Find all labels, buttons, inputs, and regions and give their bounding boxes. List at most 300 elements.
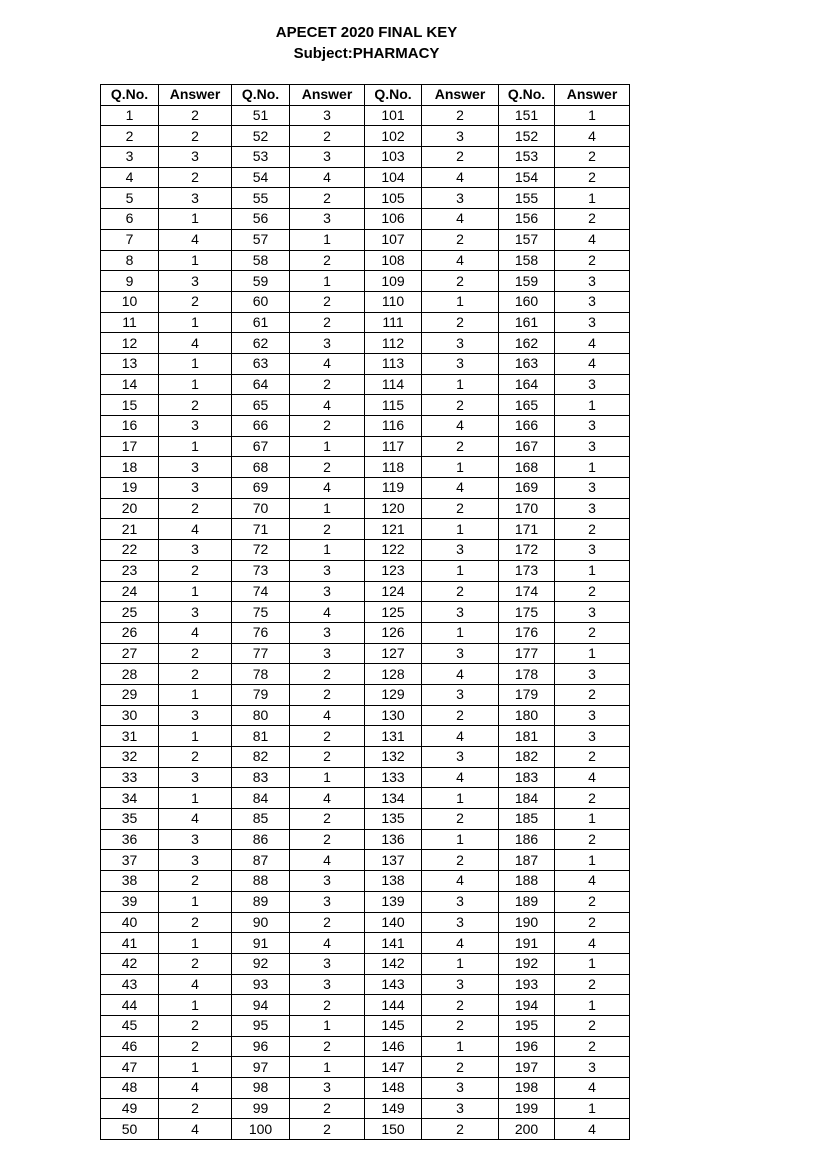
question-number-cell: 179 xyxy=(499,684,555,705)
answer-cell: 1 xyxy=(555,953,630,974)
answer-cell: 2 xyxy=(555,167,630,188)
table-row xyxy=(101,912,630,933)
question-number-cell: 12 xyxy=(101,333,159,354)
question-number-cell: 146 xyxy=(365,1036,422,1057)
answer-cell: 1 xyxy=(159,436,232,457)
question-number-cell: 106 xyxy=(365,209,422,230)
answer-cell: 1 xyxy=(290,229,365,250)
answer-cell: 3 xyxy=(555,498,630,519)
answer-cell: 1 xyxy=(159,933,232,954)
question-number-cell: 15 xyxy=(101,395,159,416)
table-row xyxy=(101,705,630,726)
answer-cell: 1 xyxy=(290,498,365,519)
question-number-cell: 24 xyxy=(101,581,159,602)
answer-cell: 2 xyxy=(555,581,630,602)
table-header-row xyxy=(101,85,630,106)
answer-cell: 4 xyxy=(422,250,499,271)
answer-cell: 4 xyxy=(159,974,232,995)
answer-cell: 2 xyxy=(555,622,630,643)
answer-cell: 3 xyxy=(290,974,365,995)
answer-cell: 2 xyxy=(422,1057,499,1078)
answer-cell: 2 xyxy=(159,126,232,147)
question-number-cell: 144 xyxy=(365,995,422,1016)
answer-cell: 2 xyxy=(555,891,630,912)
question-number-cell: 80 xyxy=(232,705,290,726)
question-number-cell: 111 xyxy=(365,312,422,333)
question-number-cell: 165 xyxy=(499,395,555,416)
question-number-cell: 93 xyxy=(232,974,290,995)
question-number-cell: 193 xyxy=(499,974,555,995)
answer-cell: 2 xyxy=(422,995,499,1016)
answer-cell: 1 xyxy=(555,560,630,581)
answer-cell: 2 xyxy=(159,747,232,768)
answer-cell: 2 xyxy=(422,809,499,830)
question-number-cell: 113 xyxy=(365,353,422,374)
question-number-cell: 67 xyxy=(232,436,290,457)
answer-cell: 3 xyxy=(422,643,499,664)
question-number-cell: 195 xyxy=(499,1015,555,1036)
question-number-cell: 34 xyxy=(101,788,159,809)
question-number-cell: 149 xyxy=(365,1098,422,1119)
answer-cell: 2 xyxy=(422,147,499,168)
question-number-cell: 92 xyxy=(232,953,290,974)
question-number-cell: 109 xyxy=(365,271,422,292)
answer-cell: 2 xyxy=(290,312,365,333)
answer-cell: 1 xyxy=(422,374,499,395)
question-number-cell: 19 xyxy=(101,478,159,499)
question-number-cell: 194 xyxy=(499,995,555,1016)
question-number-cell: 129 xyxy=(365,684,422,705)
question-number-cell: 17 xyxy=(101,436,159,457)
question-number-cell: 135 xyxy=(365,809,422,830)
question-number-cell: 59 xyxy=(232,271,290,292)
question-number-cell: 69 xyxy=(232,478,290,499)
question-number-cell: 110 xyxy=(365,291,422,312)
answer-cell: 2 xyxy=(555,912,630,933)
question-number-cell: 163 xyxy=(499,353,555,374)
question-number-cell: 25 xyxy=(101,602,159,623)
question-number-cell: 161 xyxy=(499,312,555,333)
answer-cell: 3 xyxy=(290,871,365,892)
table-row xyxy=(101,457,630,478)
question-number-cell: 182 xyxy=(499,747,555,768)
answer-cell: 3 xyxy=(159,705,232,726)
answer-cell: 4 xyxy=(290,850,365,871)
table-row xyxy=(101,498,630,519)
question-number-cell: 192 xyxy=(499,953,555,974)
question-number-cell: 101 xyxy=(365,105,422,126)
answer-cell: 1 xyxy=(159,684,232,705)
question-number-cell: 199 xyxy=(499,1098,555,1119)
answer-cell: 2 xyxy=(290,995,365,1016)
answer-cell: 2 xyxy=(555,684,630,705)
answer-cell: 4 xyxy=(422,416,499,437)
question-number-cell: 45 xyxy=(101,1015,159,1036)
answer-cell: 1 xyxy=(555,457,630,478)
answer-cell: 2 xyxy=(422,271,499,292)
question-number-cell: 85 xyxy=(232,809,290,830)
answer-key-table xyxy=(100,84,630,1140)
answer-cell: 4 xyxy=(555,353,630,374)
header-answer: Answer xyxy=(555,85,630,106)
answer-cell: 2 xyxy=(159,871,232,892)
answer-cell: 3 xyxy=(555,540,630,561)
answer-cell: 3 xyxy=(290,209,365,230)
answer-cell: 3 xyxy=(555,664,630,685)
question-number-cell: 47 xyxy=(101,1057,159,1078)
question-number-cell: 7 xyxy=(101,229,159,250)
question-number-cell: 75 xyxy=(232,602,290,623)
question-number-cell: 63 xyxy=(232,353,290,374)
question-number-cell: 128 xyxy=(365,664,422,685)
question-number-cell: 86 xyxy=(232,829,290,850)
table-row xyxy=(101,374,630,395)
answer-cell: 2 xyxy=(290,126,365,147)
answer-cell: 1 xyxy=(290,540,365,561)
question-number-cell: 121 xyxy=(365,519,422,540)
question-number-cell: 176 xyxy=(499,622,555,643)
question-number-cell: 200 xyxy=(499,1119,555,1140)
answer-cell: 3 xyxy=(290,581,365,602)
table-row xyxy=(101,105,630,126)
question-number-cell: 183 xyxy=(499,767,555,788)
answer-cell: 2 xyxy=(290,747,365,768)
table-row xyxy=(101,747,630,768)
question-number-cell: 99 xyxy=(232,1098,290,1119)
answer-cell: 2 xyxy=(422,105,499,126)
answer-cell: 4 xyxy=(159,1119,232,1140)
answer-cell: 4 xyxy=(422,726,499,747)
table-row xyxy=(101,684,630,705)
table-row xyxy=(101,767,630,788)
question-number-cell: 160 xyxy=(499,291,555,312)
answer-cell: 1 xyxy=(555,395,630,416)
table-row xyxy=(101,147,630,168)
question-number-cell: 28 xyxy=(101,664,159,685)
answer-cell: 4 xyxy=(555,333,630,354)
question-number-cell: 123 xyxy=(365,560,422,581)
table-row xyxy=(101,602,630,623)
answer-cell: 2 xyxy=(422,436,499,457)
question-number-cell: 171 xyxy=(499,519,555,540)
question-number-cell: 27 xyxy=(101,643,159,664)
answer-cell: 2 xyxy=(290,1036,365,1057)
question-number-cell: 2 xyxy=(101,126,159,147)
question-number-cell: 57 xyxy=(232,229,290,250)
answer-cell: 2 xyxy=(555,519,630,540)
question-number-cell: 8 xyxy=(101,250,159,271)
question-number-cell: 14 xyxy=(101,374,159,395)
answer-cell: 1 xyxy=(422,457,499,478)
answer-cell: 4 xyxy=(159,333,232,354)
answer-cell: 4 xyxy=(555,871,630,892)
question-number-cell: 52 xyxy=(232,126,290,147)
question-number-cell: 153 xyxy=(499,147,555,168)
question-number-cell: 189 xyxy=(499,891,555,912)
table-row xyxy=(101,850,630,871)
question-number-cell: 141 xyxy=(365,933,422,954)
answer-cell: 2 xyxy=(290,374,365,395)
question-number-cell: 51 xyxy=(232,105,290,126)
answer-cell: 2 xyxy=(422,581,499,602)
question-number-cell: 23 xyxy=(101,560,159,581)
answer-cell: 3 xyxy=(290,333,365,354)
question-number-cell: 180 xyxy=(499,705,555,726)
answer-cell: 2 xyxy=(290,291,365,312)
question-number-cell: 198 xyxy=(499,1078,555,1099)
answer-cell: 1 xyxy=(555,643,630,664)
answer-cell: 3 xyxy=(290,147,365,168)
question-number-cell: 131 xyxy=(365,726,422,747)
question-number-cell: 147 xyxy=(365,1057,422,1078)
table-row xyxy=(101,271,630,292)
answer-cell: 4 xyxy=(422,167,499,188)
answer-cell: 3 xyxy=(422,333,499,354)
answer-cell: 2 xyxy=(422,1015,499,1036)
question-number-cell: 140 xyxy=(365,912,422,933)
answer-cell: 1 xyxy=(290,767,365,788)
question-number-cell: 127 xyxy=(365,643,422,664)
answer-cell: 4 xyxy=(159,809,232,830)
answer-cell: 2 xyxy=(422,312,499,333)
answer-cell: 3 xyxy=(422,891,499,912)
answer-cell: 3 xyxy=(555,436,630,457)
question-number-cell: 114 xyxy=(365,374,422,395)
question-number-cell: 9 xyxy=(101,271,159,292)
table-row xyxy=(101,167,630,188)
answer-cell: 3 xyxy=(159,457,232,478)
answer-cell: 1 xyxy=(159,788,232,809)
question-number-cell: 122 xyxy=(365,540,422,561)
answer-cell: 3 xyxy=(422,126,499,147)
question-number-cell: 38 xyxy=(101,871,159,892)
question-number-cell: 29 xyxy=(101,684,159,705)
table-row xyxy=(101,188,630,209)
answer-cell: 4 xyxy=(422,933,499,954)
question-number-cell: 116 xyxy=(365,416,422,437)
question-number-cell: 74 xyxy=(232,581,290,602)
answer-cell: 1 xyxy=(555,105,630,126)
question-number-cell: 79 xyxy=(232,684,290,705)
table-row xyxy=(101,581,630,602)
answer-cell: 3 xyxy=(422,540,499,561)
question-number-cell: 84 xyxy=(232,788,290,809)
question-number-cell: 61 xyxy=(232,312,290,333)
answer-cell: 3 xyxy=(159,478,232,499)
answer-cell: 2 xyxy=(159,291,232,312)
table-row xyxy=(101,312,630,333)
question-number-cell: 62 xyxy=(232,333,290,354)
table-row xyxy=(101,933,630,954)
question-number-cell: 3 xyxy=(101,147,159,168)
table-row xyxy=(101,622,630,643)
answer-cell: 3 xyxy=(290,622,365,643)
question-number-cell: 94 xyxy=(232,995,290,1016)
answer-cell: 1 xyxy=(290,271,365,292)
table-row xyxy=(101,416,630,437)
answer-cell: 2 xyxy=(555,1015,630,1036)
question-number-cell: 142 xyxy=(365,953,422,974)
answer-cell: 2 xyxy=(290,188,365,209)
question-number-cell: 154 xyxy=(499,167,555,188)
question-number-cell: 56 xyxy=(232,209,290,230)
answer-cell: 4 xyxy=(290,705,365,726)
answer-cell: 3 xyxy=(159,829,232,850)
answer-cell: 4 xyxy=(422,664,499,685)
question-number-cell: 54 xyxy=(232,167,290,188)
answer-cell: 1 xyxy=(422,1036,499,1057)
answer-cell: 3 xyxy=(159,767,232,788)
table-row xyxy=(101,995,630,1016)
answer-cell: 2 xyxy=(290,829,365,850)
answer-cell: 3 xyxy=(159,540,232,561)
question-number-cell: 191 xyxy=(499,933,555,954)
answer-cell: 2 xyxy=(555,974,630,995)
question-number-cell: 151 xyxy=(499,105,555,126)
question-number-cell: 87 xyxy=(232,850,290,871)
question-number-cell: 148 xyxy=(365,1078,422,1099)
answer-cell: 1 xyxy=(159,250,232,271)
question-number-cell: 178 xyxy=(499,664,555,685)
question-number-cell: 155 xyxy=(499,188,555,209)
answer-cell: 2 xyxy=(555,747,630,768)
answer-cell: 1 xyxy=(159,1057,232,1078)
question-number-cell: 117 xyxy=(365,436,422,457)
answer-cell: 2 xyxy=(290,457,365,478)
question-number-cell: 105 xyxy=(365,188,422,209)
question-number-cell: 174 xyxy=(499,581,555,602)
question-number-cell: 177 xyxy=(499,643,555,664)
question-number-cell: 39 xyxy=(101,891,159,912)
answer-cell: 1 xyxy=(555,995,630,1016)
table-row xyxy=(101,126,630,147)
question-number-cell: 108 xyxy=(365,250,422,271)
answer-cell: 2 xyxy=(290,684,365,705)
question-number-cell: 97 xyxy=(232,1057,290,1078)
table-row xyxy=(101,664,630,685)
answer-cell: 3 xyxy=(290,1078,365,1099)
question-number-cell: 46 xyxy=(101,1036,159,1057)
question-number-cell: 31 xyxy=(101,726,159,747)
question-number-cell: 35 xyxy=(101,809,159,830)
table-row xyxy=(101,1078,630,1099)
question-number-cell: 83 xyxy=(232,767,290,788)
answer-cell: 2 xyxy=(555,147,630,168)
table-row xyxy=(101,395,630,416)
answer-cell: 2 xyxy=(290,912,365,933)
question-number-cell: 102 xyxy=(365,126,422,147)
question-number-cell: 132 xyxy=(365,747,422,768)
table-row xyxy=(101,974,630,995)
answer-cell: 2 xyxy=(159,643,232,664)
question-number-cell: 172 xyxy=(499,540,555,561)
answer-cell: 3 xyxy=(422,912,499,933)
answer-cell: 3 xyxy=(290,560,365,581)
document-title: APECET 2020 FINAL KEY xyxy=(275,24,458,41)
question-number-cell: 22 xyxy=(101,540,159,561)
document-subtitle: Subject:PHARMACY xyxy=(293,45,440,62)
answer-cell: 3 xyxy=(555,271,630,292)
question-number-cell: 36 xyxy=(101,829,159,850)
question-number-cell: 65 xyxy=(232,395,290,416)
answer-cell: 4 xyxy=(555,1119,630,1140)
question-number-cell: 186 xyxy=(499,829,555,850)
question-number-cell: 139 xyxy=(365,891,422,912)
answer-cell: 4 xyxy=(422,478,499,499)
answer-cell: 2 xyxy=(159,1036,232,1057)
answer-cell: 4 xyxy=(290,395,365,416)
table-row xyxy=(101,891,630,912)
question-number-cell: 156 xyxy=(499,209,555,230)
answer-cell: 3 xyxy=(555,312,630,333)
answer-cell: 2 xyxy=(159,912,232,933)
table-row xyxy=(101,229,630,250)
table-row xyxy=(101,1036,630,1057)
question-number-cell: 124 xyxy=(365,581,422,602)
answer-cell: 4 xyxy=(159,519,232,540)
table-row xyxy=(101,560,630,581)
answer-cell: 1 xyxy=(555,809,630,830)
question-number-cell: 89 xyxy=(232,891,290,912)
table-row xyxy=(101,478,630,499)
question-number-cell: 107 xyxy=(365,229,422,250)
question-number-cell: 152 xyxy=(499,126,555,147)
question-number-cell: 48 xyxy=(101,1078,159,1099)
answer-cell: 4 xyxy=(159,229,232,250)
answer-cell: 1 xyxy=(422,953,499,974)
answer-cell: 4 xyxy=(555,767,630,788)
answer-cell: 2 xyxy=(159,953,232,974)
answer-cell: 3 xyxy=(555,416,630,437)
answer-cell: 3 xyxy=(422,974,499,995)
table-row xyxy=(101,871,630,892)
answer-cell: 4 xyxy=(159,622,232,643)
question-number-cell: 91 xyxy=(232,933,290,954)
answer-cell: 2 xyxy=(555,788,630,809)
question-number-cell: 10 xyxy=(101,291,159,312)
question-number-cell: 145 xyxy=(365,1015,422,1036)
question-number-cell: 162 xyxy=(499,333,555,354)
question-number-cell: 150 xyxy=(365,1119,422,1140)
answer-cell: 1 xyxy=(422,560,499,581)
table-row xyxy=(101,953,630,974)
question-number-cell: 1 xyxy=(101,105,159,126)
question-number-cell: 181 xyxy=(499,726,555,747)
answer-cell: 2 xyxy=(290,809,365,830)
question-number-cell: 73 xyxy=(232,560,290,581)
answer-cell: 4 xyxy=(422,767,499,788)
answer-cell: 2 xyxy=(555,209,630,230)
question-number-cell: 82 xyxy=(232,747,290,768)
question-number-cell: 42 xyxy=(101,953,159,974)
question-number-cell: 32 xyxy=(101,747,159,768)
answer-cell: 4 xyxy=(290,788,365,809)
question-number-cell: 119 xyxy=(365,478,422,499)
table-row xyxy=(101,540,630,561)
question-number-cell: 188 xyxy=(499,871,555,892)
question-number-cell: 78 xyxy=(232,664,290,685)
table-row xyxy=(101,1015,630,1036)
question-number-cell: 143 xyxy=(365,974,422,995)
table-row xyxy=(101,209,630,230)
question-number-cell: 60 xyxy=(232,291,290,312)
question-number-cell: 112 xyxy=(365,333,422,354)
header-answer: Answer xyxy=(422,85,499,106)
answer-cell: 1 xyxy=(159,312,232,333)
answer-cell: 2 xyxy=(159,664,232,685)
answer-cell: 2 xyxy=(159,395,232,416)
question-number-cell: 53 xyxy=(232,147,290,168)
